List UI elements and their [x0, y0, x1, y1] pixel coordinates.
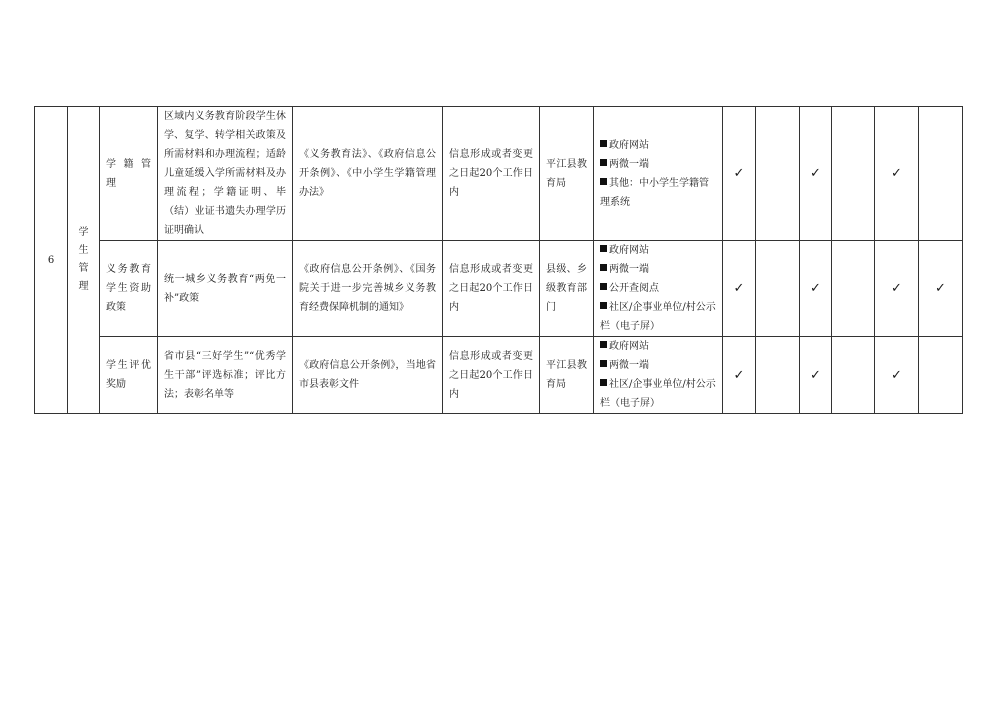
- square-bullet-icon: [600, 140, 607, 147]
- basis-text: 《政府信息公开条例》、《国务院关于进一步完善城乡义务教育经费保障机制的通知》: [299, 264, 436, 313]
- subcategory-cell: [100, 337, 158, 414]
- subject-text: 县级、乡级教育部门: [546, 264, 587, 313]
- subcategory-text: 学 籍 管 理: [106, 158, 151, 189]
- channel-label: 两微一端: [609, 360, 649, 371]
- check-mark-icon: ✓: [800, 107, 832, 241]
- channel-item: [600, 279, 716, 298]
- content-cell: [158, 337, 293, 414]
- square-bullet-icon: [600, 302, 607, 309]
- content-text: 统一城乡义务教育“两免一补”政策: [164, 273, 286, 304]
- category-char: 生: [78, 245, 89, 256]
- channel-cell: [594, 337, 723, 414]
- subcategory-cell: [100, 241, 158, 337]
- content-cell: [158, 107, 293, 241]
- table-row: [35, 241, 963, 337]
- period-text: 信息形成或者变更之日起20个工作日内: [449, 149, 533, 198]
- check-cell: [832, 241, 875, 337]
- channel-label: 政府网站: [609, 139, 649, 151]
- channel-item: [600, 155, 716, 174]
- check-cell: [756, 107, 800, 241]
- basis-cell: [293, 337, 443, 414]
- subject-text: 平江县教育局: [546, 360, 587, 390]
- disclosure-table: [34, 106, 963, 414]
- channel-label: 政府网站: [609, 341, 649, 352]
- channel-label: 其他：中小学生学籍管理系统: [600, 177, 709, 208]
- check-mark-icon: ✓: [875, 241, 919, 337]
- channel-item: [600, 356, 716, 375]
- channel-item: [600, 174, 716, 212]
- category-char: 理: [78, 281, 89, 292]
- channel-item: [600, 260, 716, 279]
- content-text: 省市县“三好学生”“优秀学生干部”评选标准；评比方法；表彰名单等: [164, 350, 286, 400]
- channel-label: 社区/企事业单位/村公示栏（电子屏）: [600, 302, 716, 332]
- basis-text: 《政府信息公开条例》，当地省市县表彰文件: [299, 360, 436, 390]
- basis-text: 《义务教育法》、《政府信息公开条例》、《中小学生学籍管理办法》: [299, 149, 436, 198]
- content-text: 区域内义务教育阶段学生休学、复学、转学相关政策及所需材料和办理流程；适龄儿童延缓入学所需材料及办理流程；学籍证明、毕（结）业证书遗失办理学历证明确认: [164, 111, 286, 236]
- check-cell: [832, 107, 875, 241]
- channel-item: [600, 241, 716, 260]
- channel-cell: [594, 107, 723, 241]
- period-cell: [443, 337, 540, 414]
- square-bullet-icon: [600, 341, 607, 348]
- subject-cell: [540, 107, 594, 241]
- period-cell: [443, 241, 540, 337]
- period-text: 信息形成或者变更之日起20个工作日内: [449, 350, 533, 400]
- channel-label: 两微一端: [609, 158, 649, 170]
- basis-cell: [293, 241, 443, 337]
- subcategory-text: 学生评优奖励: [106, 360, 151, 390]
- square-bullet-icon: [600, 178, 607, 185]
- channel-label: 公开查阅点: [609, 283, 659, 294]
- check-mark-icon: ✓: [800, 241, 832, 337]
- category-char: 学: [78, 227, 89, 238]
- table-row: [35, 107, 963, 241]
- square-bullet-icon: [600, 283, 607, 290]
- channel-label: 社区/企事业单位/村公示栏（电子屏）: [600, 379, 716, 409]
- subcategory-cell: [100, 107, 158, 241]
- check-mark-icon: ✓: [919, 241, 963, 337]
- category-char: 管: [78, 263, 89, 274]
- square-bullet-icon: [600, 159, 607, 166]
- subject-cell: [540, 241, 594, 337]
- square-bullet-icon: [600, 245, 607, 252]
- channel-cell: [594, 241, 723, 337]
- subcategory-text: 义务教育学生资助政策: [106, 264, 151, 313]
- channel-item: [600, 136, 716, 155]
- check-cell: [756, 337, 800, 414]
- category-cell: [68, 107, 100, 414]
- square-bullet-icon: [600, 264, 607, 271]
- period-cell: [443, 107, 540, 241]
- subject-text: 平江县教育局: [546, 158, 587, 189]
- check-mark-icon: ✓: [875, 337, 919, 414]
- check-mark-icon: ✓: [723, 337, 756, 414]
- basis-cell: [293, 107, 443, 241]
- check-mark-icon: ✓: [723, 107, 756, 241]
- square-bullet-icon: [600, 360, 607, 367]
- check-cell: [919, 107, 963, 241]
- check-cell: [832, 337, 875, 414]
- sequence-number: 6: [35, 107, 68, 414]
- check-mark-icon: ✓: [723, 241, 756, 337]
- channel-item: [600, 375, 716, 413]
- subject-cell: [540, 337, 594, 414]
- channel-label: 政府网站: [609, 245, 649, 256]
- channel-item: [600, 337, 716, 356]
- check-cell: [756, 241, 800, 337]
- channel-label: 两微一端: [609, 264, 649, 275]
- period-text: 信息形成或者变更之日起20个工作日内: [449, 264, 533, 313]
- check-mark-icon: ✓: [875, 107, 919, 241]
- check-cell: [919, 337, 963, 414]
- content-cell: [158, 241, 293, 337]
- square-bullet-icon: [600, 379, 607, 386]
- channel-item: [600, 298, 716, 336]
- check-mark-icon: ✓: [800, 337, 832, 414]
- table-row: [35, 337, 963, 414]
